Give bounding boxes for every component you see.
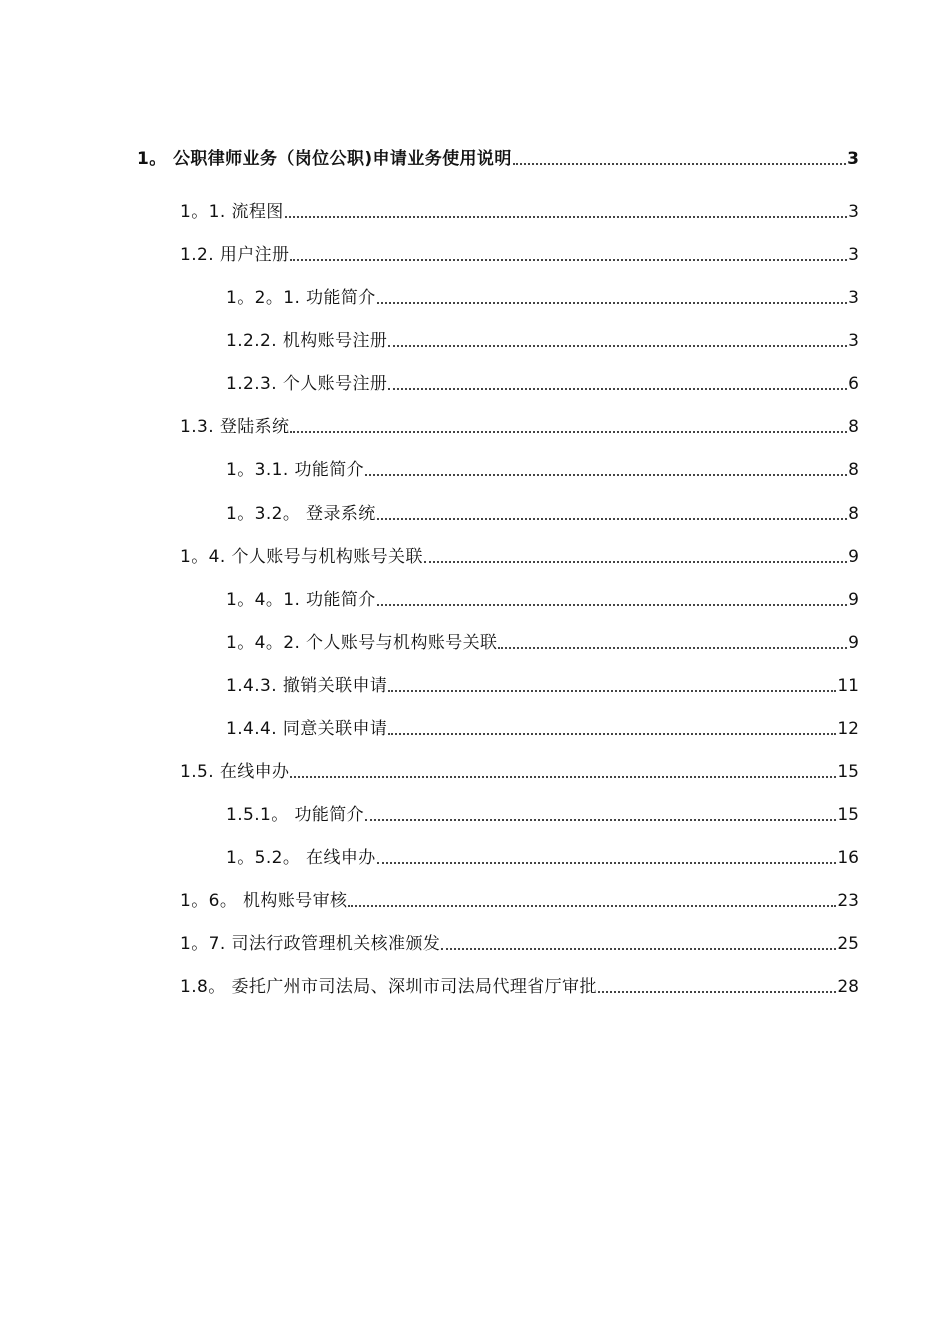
- toc-entry[interactable]: [226, 583, 859, 611]
- toc-entry-title: 1。3.2。 登录系统: [226, 504, 376, 524]
- toc-entry-page: 9: [848, 590, 859, 610]
- toc-entry[interactable]: [180, 927, 859, 955]
- toc-entry-title: 1.3. 登陆系统: [180, 417, 290, 437]
- toc-entry[interactable]: [180, 238, 859, 266]
- toc-entry-page: 23: [837, 891, 859, 911]
- dot-leader: [377, 862, 837, 864]
- toc-entry-page: 9: [848, 633, 859, 653]
- toc-entry-page: 28: [837, 977, 859, 997]
- toc-entry[interactable]: [137, 142, 859, 170]
- dot-leader: [365, 819, 836, 821]
- toc-entry-title: 1.2.3. 个人账号注册: [226, 374, 388, 394]
- toc-entry[interactable]: [180, 970, 859, 998]
- dot-leader: [377, 518, 848, 520]
- toc-entry-page: 6: [848, 374, 859, 394]
- toc-entry[interactable]: [226, 712, 859, 740]
- dot-leader: [388, 733, 836, 735]
- toc-entry[interactable]: [180, 195, 859, 223]
- dot-leader: [377, 604, 848, 606]
- toc-entry-title: 1.2.2. 机构账号注册: [226, 331, 388, 351]
- toc-entry-page: 8: [848, 460, 859, 480]
- toc-entry[interactable]: [180, 540, 859, 568]
- dot-leader: [290, 431, 847, 433]
- dot-leader: [365, 474, 847, 476]
- dot-leader: [388, 388, 847, 390]
- dot-leader: [441, 948, 836, 950]
- toc-entry-title: 1.8。 委托广州市司法局、深圳市司法局代理省厅审批: [180, 977, 597, 997]
- dot-leader: [377, 302, 848, 304]
- toc-entry-page: 9: [848, 547, 859, 567]
- toc-entry-title: 1。1. 流程图: [180, 202, 284, 222]
- toc-entry-title: 1。7. 司法行政管理机关核准颁发: [180, 934, 441, 954]
- toc-entry-page: 3: [848, 202, 859, 222]
- toc-entry-page: 8: [848, 504, 859, 524]
- toc-entry-title: 1。 公职律师业务（岗位公职)申请业务使用说明: [137, 149, 512, 169]
- dot-leader: [424, 561, 847, 563]
- toc-entry-title: 1。5.2。 在线申办: [226, 848, 376, 868]
- toc-entry-page: 11: [837, 676, 859, 696]
- toc-entry-title: 1。2。1. 功能简介: [226, 288, 376, 308]
- dot-leader: [285, 216, 848, 218]
- toc-entry[interactable]: [226, 367, 859, 395]
- toc-entry[interactable]: [226, 669, 859, 697]
- toc-entry[interactable]: [226, 453, 859, 481]
- dot-leader: [348, 905, 836, 907]
- toc-entry-page: 25: [837, 934, 859, 954]
- toc-entry-page: 3: [848, 288, 859, 308]
- toc-entry-title: 1。6。 机构账号审核: [180, 891, 348, 911]
- dot-leader: [290, 776, 836, 778]
- toc-entry-page: 8: [848, 417, 859, 437]
- toc-entry-page: 3: [848, 245, 859, 265]
- toc-entry-title: 1.2. 用户注册: [180, 245, 290, 265]
- dot-leader: [388, 345, 847, 347]
- toc-entry-title: 1。4。2. 个人账号与机构账号关联: [226, 633, 498, 653]
- toc-entry[interactable]: [226, 798, 859, 826]
- toc-entry[interactable]: [226, 626, 859, 654]
- toc-entry-title: 1.5.1。 功能简介: [226, 805, 365, 825]
- toc-entry-page: 3: [847, 149, 859, 169]
- toc-entry-page: 15: [837, 762, 859, 782]
- toc-entry-title: 1.4.3. 撤销关联申请: [226, 676, 388, 696]
- toc-entry-page: 16: [837, 848, 859, 868]
- toc-entry[interactable]: [226, 841, 859, 869]
- dot-leader: [513, 163, 846, 165]
- toc-entry[interactable]: [180, 410, 859, 438]
- toc-entry-title: 1。4. 个人账号与机构账号关联: [180, 547, 423, 567]
- toc-entry-title: 1.4.4. 同意关联申请: [226, 719, 388, 739]
- toc-entry-title: 1。4。1. 功能简介: [226, 590, 376, 610]
- toc-entry[interactable]: [226, 281, 859, 309]
- toc-entry[interactable]: [180, 884, 859, 912]
- toc-entry-page: 3: [848, 331, 859, 351]
- dot-leader: [498, 647, 847, 649]
- toc-entry-page: 12: [837, 719, 859, 739]
- toc-entry-title: 1.5. 在线申办: [180, 762, 290, 782]
- toc-entry[interactable]: [180, 755, 859, 783]
- toc-entry-title: 1。3.1. 功能简介: [226, 460, 365, 480]
- dot-leader: [598, 991, 837, 993]
- toc-entry-page: 15: [837, 805, 859, 825]
- dot-leader: [290, 259, 847, 261]
- dot-leader: [388, 690, 836, 692]
- toc-entry[interactable]: [226, 497, 859, 525]
- toc-entry[interactable]: [226, 324, 859, 352]
